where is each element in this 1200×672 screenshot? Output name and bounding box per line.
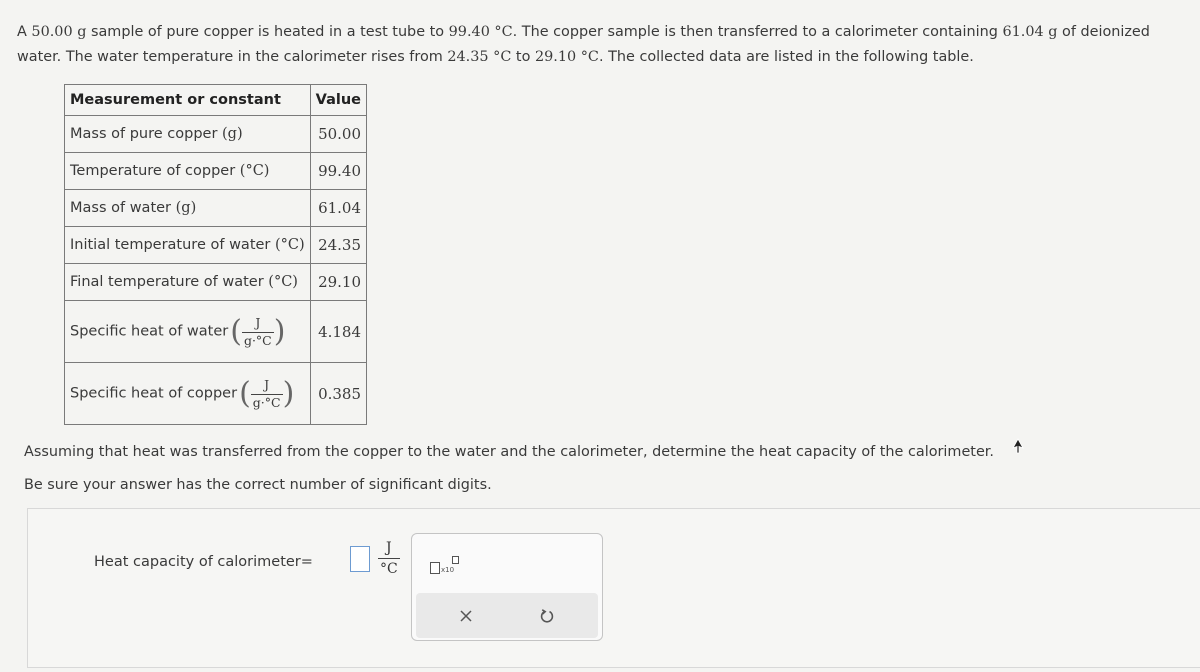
table-row bbox=[65, 264, 367, 301]
answer-label-text: Heat capacity of calorimeter bbox=[94, 554, 301, 570]
table-row bbox=[65, 227, 367, 264]
row-value: 24.35 bbox=[310, 227, 366, 264]
row-unit: (g) bbox=[175, 200, 197, 216]
row-label-text: Mass of water bbox=[70, 200, 172, 216]
question-instruction: Be sure your answer has the correct number of significant digits. bbox=[24, 477, 492, 493]
table-header-row bbox=[65, 85, 367, 116]
undo-button[interactable] bbox=[532, 601, 562, 631]
row-label-text: Initial temperature of water bbox=[70, 237, 271, 253]
tool-button-row bbox=[416, 593, 598, 638]
data-table bbox=[64, 84, 367, 425]
clear-button[interactable] bbox=[451, 601, 481, 631]
answer-unit bbox=[378, 541, 400, 576]
row-unit: (°C) bbox=[275, 237, 305, 253]
row-label bbox=[65, 227, 311, 264]
fraction-numerator: J bbox=[264, 377, 270, 392]
row-label bbox=[65, 153, 311, 190]
unit-fraction bbox=[239, 375, 295, 411]
table-row bbox=[65, 153, 367, 190]
table-row bbox=[65, 190, 367, 227]
row-value: 0.385 bbox=[310, 363, 366, 425]
undo-arrow-icon bbox=[539, 608, 555, 624]
header-value: Value bbox=[310, 85, 366, 116]
copper-temp-value: 99.40 °C bbox=[448, 24, 513, 40]
answer-panel bbox=[27, 508, 1200, 668]
row-label-text: Mass of pure copper bbox=[70, 126, 218, 142]
row-label-text: Specific heat of copper bbox=[70, 385, 238, 402]
equals-sign: = bbox=[300, 554, 313, 570]
mouse-cursor-icon bbox=[1012, 438, 1024, 454]
water-mass-value: 61.04 g bbox=[1002, 24, 1058, 40]
fraction-numerator: J bbox=[255, 315, 261, 330]
fraction-denominator: g·°C bbox=[243, 332, 272, 348]
row-value: 29.10 bbox=[310, 264, 366, 301]
exponent-box-icon bbox=[452, 556, 459, 564]
row-label bbox=[65, 264, 311, 301]
row-label-text: Specific heat of water bbox=[70, 323, 229, 340]
row-value: 4.184 bbox=[310, 301, 366, 363]
scientific-notation-icon bbox=[430, 562, 440, 574]
row-unit: (°C) bbox=[268, 274, 298, 290]
row-label bbox=[65, 116, 311, 153]
table-row bbox=[65, 116, 367, 153]
unit-fraction bbox=[230, 313, 286, 349]
row-label bbox=[65, 301, 311, 363]
row-unit: (g) bbox=[222, 126, 243, 142]
clear-x-icon bbox=[459, 609, 473, 623]
intro-text: to bbox=[511, 49, 535, 65]
intro-text: . The copper sample is then transferred to a calorimeter containing bbox=[512, 24, 1003, 40]
answer-label bbox=[94, 554, 313, 570]
row-label-text: Final temperature of water bbox=[70, 274, 264, 290]
final-temp-value: 29.10 °C bbox=[534, 49, 599, 65]
problem-intro bbox=[17, 20, 1192, 70]
fraction bbox=[242, 316, 274, 347]
fraction-denominator: g·°C bbox=[252, 394, 281, 410]
left-paren: ( bbox=[230, 313, 242, 349]
copper-mass-value: 50.00 g bbox=[31, 24, 87, 40]
left-paren: ( bbox=[239, 375, 251, 411]
intro-text: . The collected data are listed in the following table. bbox=[598, 49, 974, 65]
right-paren: ) bbox=[282, 375, 295, 411]
intro-text: A bbox=[17, 24, 32, 40]
table-row bbox=[65, 301, 367, 363]
row-unit: (°C) bbox=[239, 163, 270, 179]
right-paren: ) bbox=[273, 313, 286, 349]
table-row bbox=[65, 363, 367, 425]
row-value: 50.00 bbox=[310, 116, 366, 153]
unit-denominator: °C bbox=[378, 558, 400, 576]
row-label-text: Temperature of copper bbox=[70, 163, 236, 179]
question-line: Assuming that heat was transferred from the copper to the water and the calorimeter, determine the heat capacity of the calorimeter. bbox=[24, 444, 994, 460]
row-label bbox=[65, 363, 311, 425]
unit-numerator: J bbox=[386, 540, 392, 556]
header-measurement: Measurement or constant bbox=[65, 85, 311, 116]
heat-capacity-input[interactable] bbox=[350, 546, 370, 572]
initial-temp-value: 24.35 °C bbox=[447, 49, 512, 65]
row-label bbox=[65, 190, 311, 227]
row-value: 61.04 bbox=[310, 190, 366, 227]
answer-toolbox bbox=[411, 533, 603, 641]
fraction bbox=[251, 378, 283, 409]
scientific-notation-button[interactable] bbox=[430, 556, 466, 580]
intro-text: of deionized water. The water temperature in the calorimeter rises from bbox=[17, 24, 1150, 65]
intro-text: sample of pure copper is heated in a test tube to bbox=[86, 24, 449, 40]
row-value: 99.40 bbox=[310, 153, 366, 190]
x10-label: x10 bbox=[441, 566, 455, 574]
